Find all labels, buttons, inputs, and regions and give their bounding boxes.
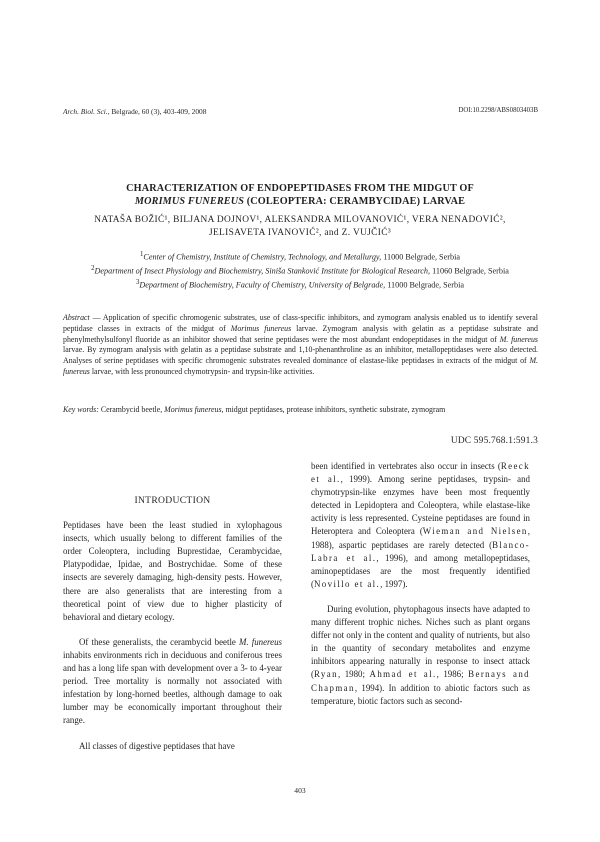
page-number: 403 [294, 786, 306, 795]
abstract [63, 313, 538, 378]
citation-ahmad: Ahmad et al. [369, 669, 437, 680]
citation-bernays: Bernays and Chapman [311, 669, 531, 693]
affiliation-2-number: 2 [91, 265, 95, 273]
title-line-2-rest: (COLEOPTERA: CERAMBYCIDAE) LARVAE [244, 196, 466, 207]
intro-paragraph-3: All classes of digestive peptidases that have [79, 740, 235, 751]
title-line-1: CHARACTERIZATION OF ENDOPEPTIDASES FROM THE MIDGUT OF [126, 183, 474, 194]
affiliation-2-city: 11060 Belgrade, Serbia [430, 266, 509, 276]
running-header-citation [63, 107, 206, 116]
affiliations [60, 249, 540, 292]
right-column [311, 460, 530, 708]
abstract-species-2: M. funereus [499, 334, 538, 344]
journal-details: , Belgrade, 60 (3), 403-409, 2008 [107, 107, 207, 116]
keywords-text-2: , midgut peptidases, protease inhibitors, synthetic substrate, zymogram [221, 405, 446, 414]
left-column [63, 487, 282, 753]
keywords-text-1: Cerambycid beetle, [98, 405, 165, 414]
right-paragraph-2-text-2: , 1980; [337, 669, 370, 680]
right-paragraph-1-text-2: , 1999). Among serine peptidases, trypsin- and chymotrypsin-like enzymes have been most frequently detected in Lepidoptera and Coleoptera, while elastase-like activity is less represented. Cysteine peptidases are found in Heteroptera and Coleoptera ( [311, 474, 530, 537]
right-paragraph-1 [311, 460, 530, 591]
abstract-text-1: — Application of specific chromogenic substrates, use of class-specific inhibitors, and zymogram analysis enabled us to identify several peptidase classes in extracts of the midgut of [63, 313, 538, 333]
abstract-label: Abstract [63, 313, 90, 322]
journal-abbreviation: Arch. Biol. Sci. [63, 107, 108, 116]
authors-line-1: NATAŠA BOŽIĆ¹, BILJANA DOJNOV¹, ALEKSANDRA MILOVANOVIĆ¹, VERA NENADOVIĆ², [94, 215, 506, 225]
udc-code: UDC 595.768.1:591.3 [450, 436, 538, 446]
affiliation-2-institution: Department of Insect Physiology and Biochemistry, Siniša Stanković Institute for Biological Research, [94, 266, 431, 276]
right-paragraph-1-text-3: , 1988), aspartic peptidases are rarely detected ( [311, 526, 530, 550]
right-paragraph-2-text-1: During evolution, phytophagous insects have adapted to many different trophic niches. Niches such as plant organs differ not only in the content and quality of nutrients, but also in the quantity of secondary metabolites and enzyme inhibitors appearing naturally in response to insect attack ( [311, 603, 530, 680]
affiliation-3-institution: Department of Biochemistry, Faculty of Chemistry, University of Belgrade, [139, 281, 386, 291]
affiliation-1-number: 1 [140, 251, 144, 258]
intro-paragraph-2-species: M. funereus [239, 636, 282, 647]
abstract-text-3: larvae. By zymogram analysis with gelatin as a peptidase substrate and 1,10-phenanthroline as an inhibitor, metallopeptidases were also detected. Analyses of serine peptidases with specific chromogenic substrates revealed dominance of elastase-like peptidases in extracts of the midgut of [63, 345, 538, 366]
section-heading-introduction: INTRODUCTION [134, 495, 211, 506]
keywords-label: Key words: [63, 405, 99, 414]
citation-wieman: Wieman and Nielsen [422, 526, 528, 537]
citation-reeck: Reeck et al. [311, 461, 530, 485]
intro-paragraph-2-text-1: Of these generalists, the cerambycid beetle [79, 636, 239, 647]
abstract-text-2: larvae. Zymogram analysis with gelatin as a peptidase substrate and phenylmethylsulfonyl fluoride as an inhibitor showed that serine peptidases were the most abundant endopeptidases in the midgut of [63, 323, 538, 344]
intro-paragraph-2 [63, 636, 282, 728]
title-line-2 [60, 195, 540, 208]
affiliation-3 [60, 277, 540, 291]
intro-paragraph-1: Peptidases have been the least studied in xylophagous insects, which usually belong to different families of the order Coleoptera, including Buprestidae, Cerambycidae, Platypodidae, Ipidae, and Bostrychidae. Some of these insects are severely damaging, high-density pests. However, there are also generalists that are interesting from a theoretical point of view due to higher plasticity of behavioral and dietary ecology. [63, 520, 282, 622]
doi: DOI:10.2298/ABS0803403B [458, 107, 538, 114]
keywords [63, 405, 538, 416]
right-paragraph-2-text-4: , 1994). In addition to abiotic factors such as temperature, biotic factors such as second- [311, 682, 530, 706]
affiliation-3-number: 3 [135, 279, 140, 287]
right-paragraph-1-text-1: been identified in vertebrates also occur in insects ( [311, 461, 501, 471]
citation-blanco-labra: Blanco-Labra et al. [311, 539, 530, 563]
intro-paragraph-2-text-2: inhabits environments rich in deciduous and coniferous trees and has a long life span with development over a 3- to 4-year period. Tree mortality is normally not associated with infestation by long-horned beetles, although damage to oak lumber may be economically important throughout their range. [63, 649, 282, 726]
keywords-species: Morimus funereus [164, 405, 222, 414]
article-title [60, 182, 540, 208]
affiliation-1-city: 11000 Belgrade, Serbia [381, 252, 460, 262]
abstract-text-4: larvae, with less pronounced chymotrypsin- and trypsin-like activities. [89, 366, 315, 376]
author-list [60, 214, 540, 239]
citation-ryan: Ryan [313, 669, 338, 680]
right-paragraph-1-text-5: , 1997). [380, 578, 408, 589]
abstract-species-1: Morimus funereus [230, 323, 292, 333]
citation-novillo: Novillo et al. [313, 578, 381, 589]
affiliation-2 [60, 263, 540, 277]
authors-line-2: JELISAVETA IVANOVIĆ², and Z. VUJČIĆ³ [208, 227, 392, 238]
abstract-species-3: M. funereus [63, 356, 538, 376]
affiliation-1 [60, 249, 540, 263]
affiliation-1-institution: Center of Chemistry, Institute of Chemistry, Technology, and Metallurgy, [143, 252, 382, 262]
affiliation-3-city: 11000 Belgrade, Serbia [385, 281, 465, 291]
right-paragraph-1-text-4: , 1996), and among metallopeptidases, aminopeptidases are the most frequently identified ( [311, 552, 530, 589]
right-paragraph-2-text-3: , 1986; [436, 669, 469, 680]
title-species: MORIMUS FUNEREUS [134, 196, 245, 207]
right-paragraph-2 [311, 603, 530, 708]
